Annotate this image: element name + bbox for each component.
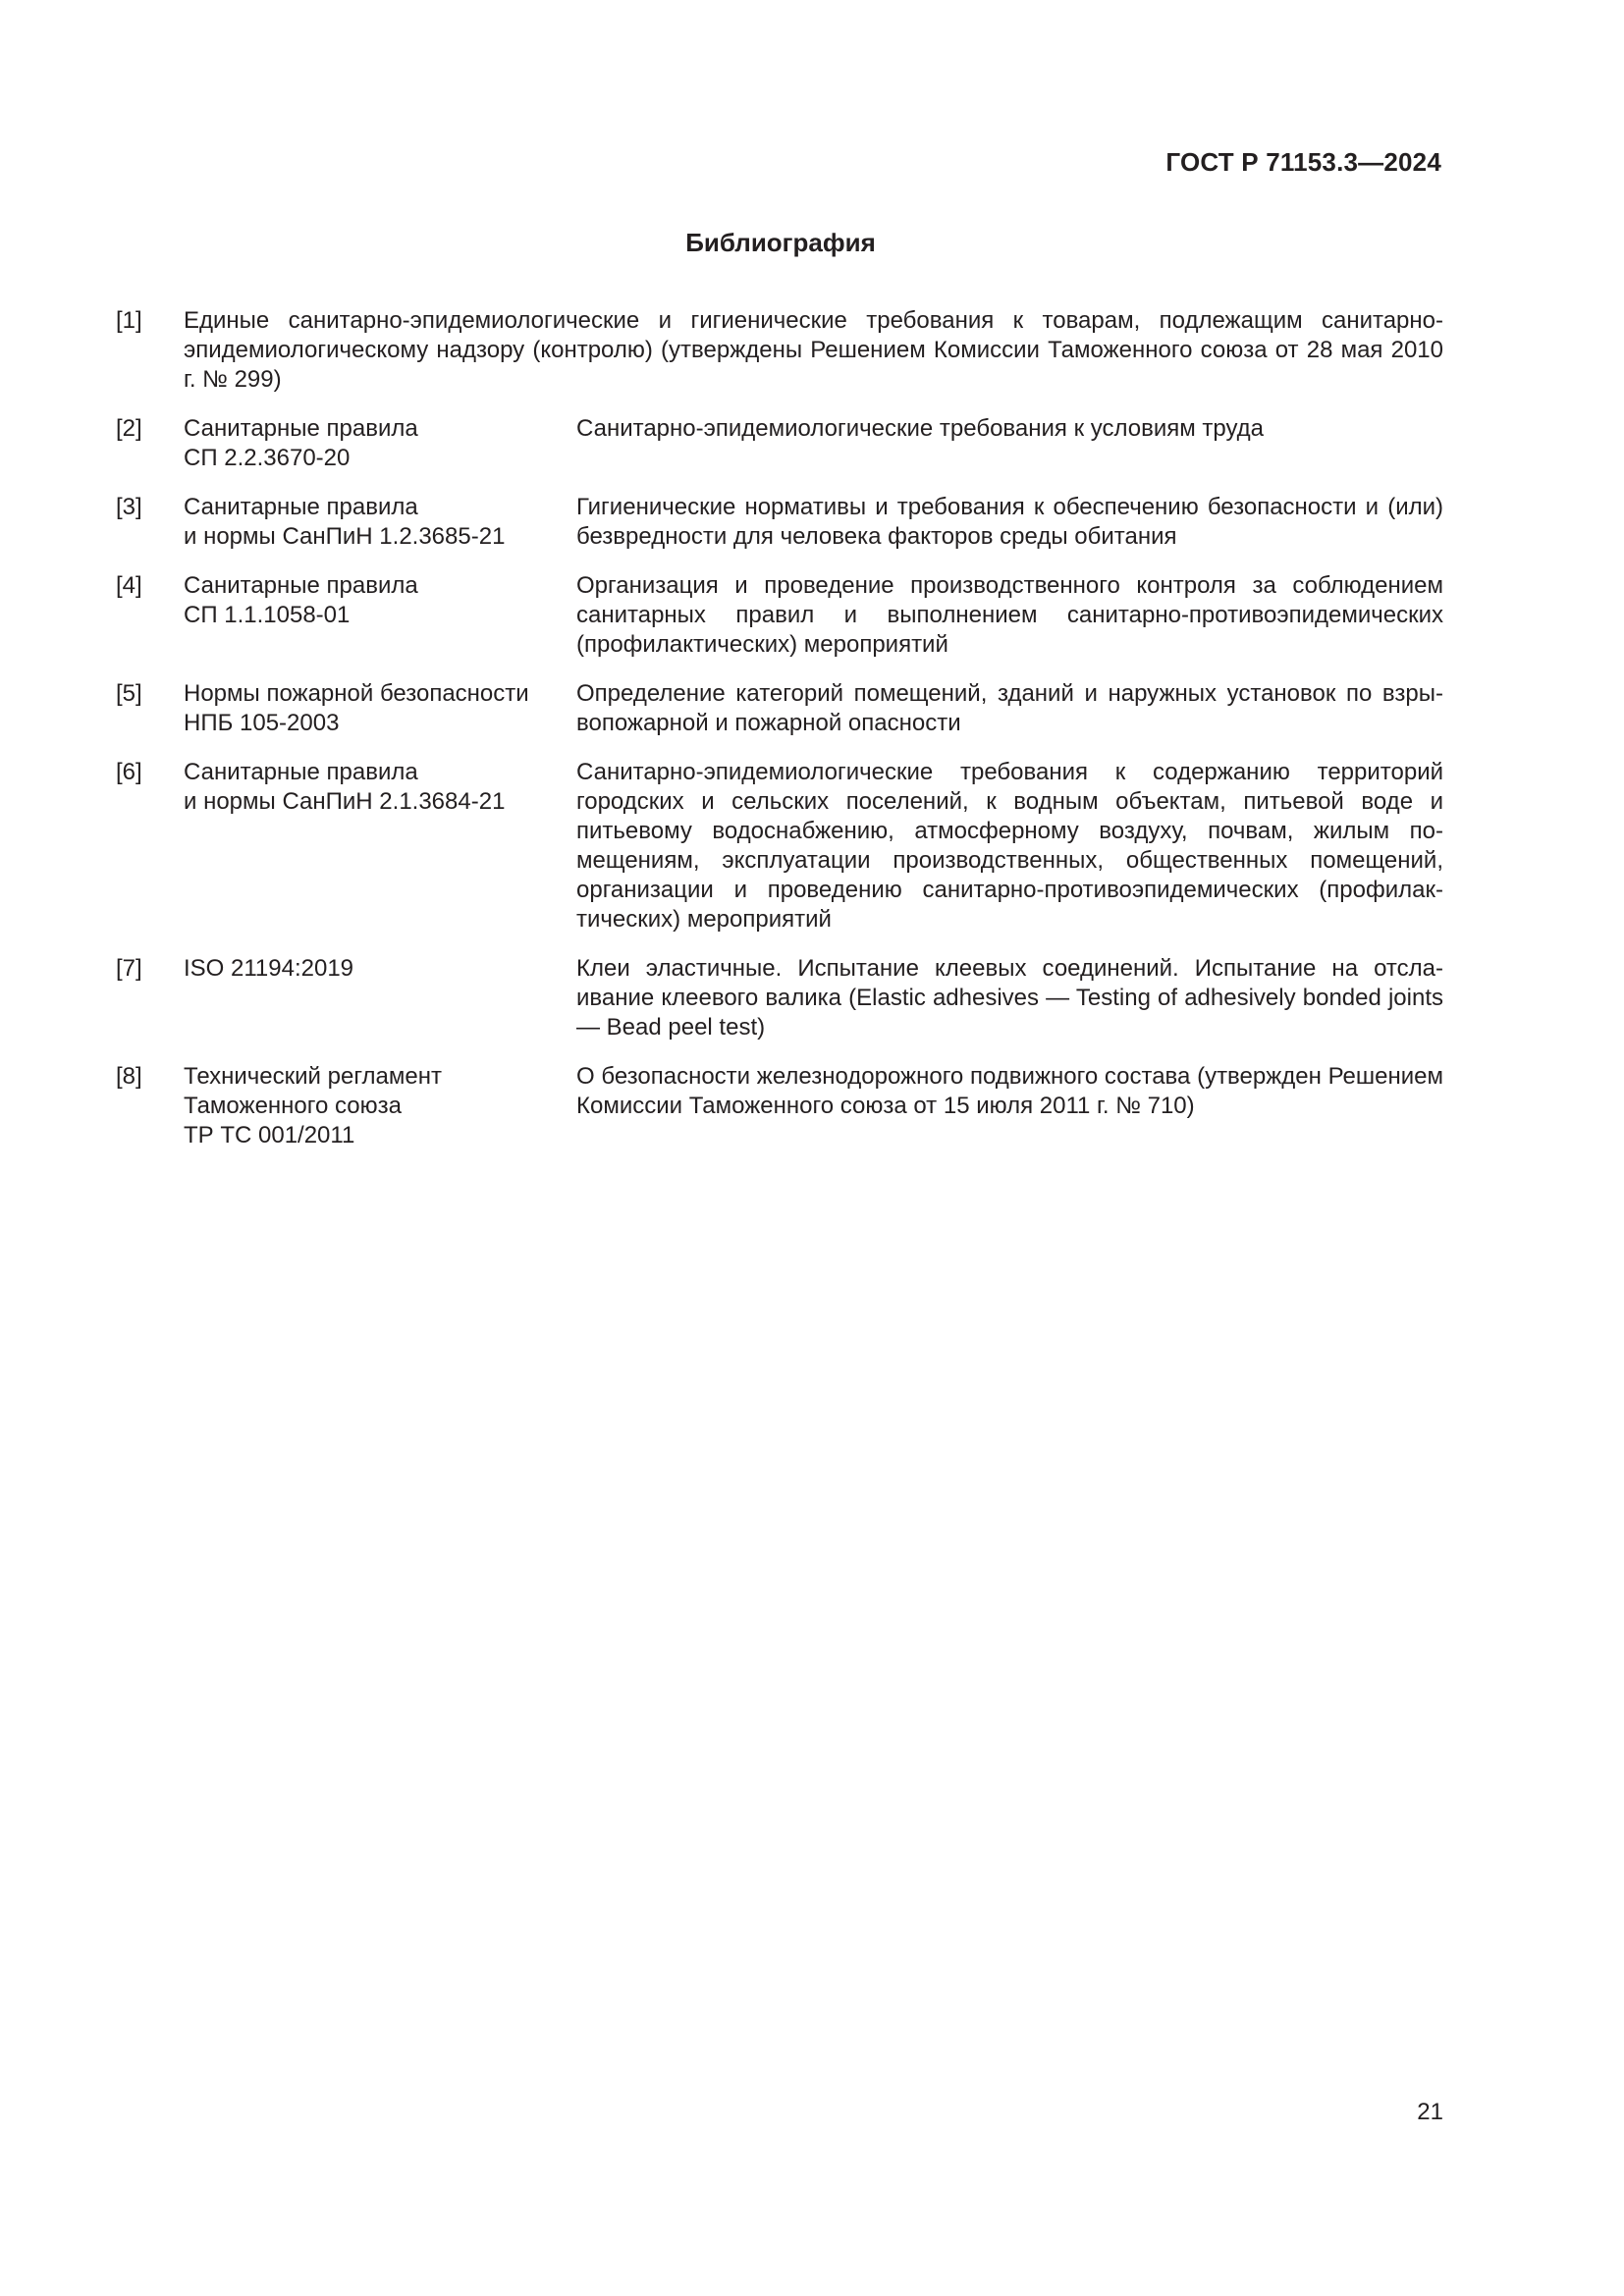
bibliography-entry <box>116 1062 1443 1150</box>
entry-number: [5] <box>116 680 142 707</box>
bibliography-entry <box>116 679 1443 738</box>
entry-description: Санитарно-эпидемиологические требования к содержанию территорий городских и сельских поселений, к водным объектам, питьевой воде и питьевому водоснабжению, атмосферному воздуху, почвам, жилым помещениям, эксплуатации производственных, общественных помещений, организации и проведению санитарно-противоэпидемических (профилактических) мероприятий <box>576 759 1443 933</box>
entry-source: Санитарные правила и нормы СанПиН 2.1.3684-21 <box>184 759 506 815</box>
entry-source: Технический регламент Таможенного союза ТР ТС 001/2011 <box>184 1063 442 1148</box>
bibliography-title: Библиография <box>685 228 876 257</box>
entry-source: Санитарные правила СП 2.2.3670-20 <box>184 415 418 471</box>
bibliography-entry <box>116 758 1443 934</box>
entry-number: [8] <box>116 1063 142 1090</box>
bibliography-entry <box>116 414 1443 473</box>
entry-source: ISO 21194:2019 <box>184 955 354 982</box>
entry-source: Санитарные правила СП 1.1.1058-01 <box>184 572 418 628</box>
entry-description: Клеи эластичные. Испытание клеевых соединений. Испытание на отслаивание клеевого валика (Elastic adhesives — Testing of adhesively bonded joints — Bead peel test) <box>576 955 1443 1041</box>
entry-number: [7] <box>116 955 142 982</box>
entry-source: Санитарные правила и нормы СанПиН 1.2.3685-21 <box>184 494 506 550</box>
entry-description: Санитарно-эпидемиологические требования к условиям труда <box>576 415 1265 442</box>
bibliography-entry <box>116 571 1443 660</box>
entry-number: [4] <box>116 572 142 599</box>
entry-description: О безопасности железнодорожного подвижного состава (утвержден Решением Комиссии Таможенного союза от 15 июля 2011 г. № 710) <box>576 1063 1443 1119</box>
entry-number: [6] <box>116 759 142 785</box>
entry-number: [1] <box>116 307 142 334</box>
entry-number: [3] <box>116 494 142 520</box>
entry-text: Единые санитарно-эпидемиологические и гигиенические требования к товарам, подлежащим санитарно-эпидемиологическому надзору (контролю) (утверждены Решением Комиссии Таможенного союза от 28 мая 2010 г. № 299) <box>184 307 1443 393</box>
entry-source: Нормы пожарной безопасности НПБ 105-2003 <box>184 680 529 736</box>
entry-description: Гигиенические нормативы и требования к обеспечению безопасности и (или) безвредности для человека факторов среды обитания <box>576 494 1443 550</box>
bibliography-entry <box>116 306 1443 395</box>
bibliography-list <box>116 306 1443 1170</box>
page-number: 21 <box>1417 2099 1443 2125</box>
entry-description: Определение категорий помещений, зданий и наружных установок по взрывопожарной и пожарной опасности <box>576 680 1443 736</box>
entry-description: Организация и проведение производственного контроля за соблюдением санитарных правил и выполнением санитарно-противоэпидемических (профилактических) мероприятий <box>576 572 1443 658</box>
entry-number: [2] <box>116 415 142 442</box>
document-code: ГОСТ Р 71153.3—2024 <box>1165 147 1441 177</box>
bibliography-entry <box>116 954 1443 1042</box>
bibliography-entry <box>116 493 1443 552</box>
